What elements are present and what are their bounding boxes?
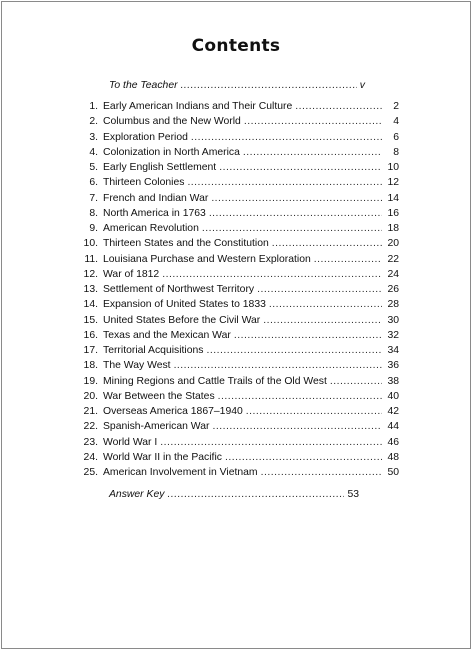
entry-label: Thirteen States and the Constitution [103, 238, 269, 250]
entry-page: 16 [387, 207, 399, 219]
entry-number: 25. [83, 467, 98, 478]
dot-leader [218, 390, 382, 404]
entry-page: 46 [387, 436, 399, 448]
dot-leader [244, 115, 382, 129]
entry-page: 40 [387, 390, 399, 402]
dot-leader [295, 100, 382, 114]
entry-number: 18. [83, 360, 98, 372]
entry-number: 13. [83, 284, 98, 295]
entry-page: 53 [347, 489, 359, 500]
entry-page: 14 [387, 192, 399, 204]
dot-leader [243, 146, 382, 160]
entry-number: 14. [83, 299, 98, 311]
toc-entry [83, 207, 399, 221]
entry-page: 24 [387, 268, 399, 280]
contents-page [1, 1, 471, 649]
entry-number: 19. [83, 375, 98, 387]
entry-page: 32 [387, 329, 399, 341]
toc-entry [83, 314, 399, 328]
toc-entry [83, 176, 399, 190]
toc-entry [83, 268, 399, 282]
dot-leader [167, 488, 344, 502]
entry-label: French and Indian War [103, 192, 209, 204]
dot-leader [181, 79, 357, 93]
entry-label: Answer Key [109, 489, 165, 500]
entry-label: Thirteen Colonies [103, 177, 185, 189]
toc-entry [83, 344, 399, 358]
entry-number: 11. [84, 253, 98, 265]
entry-label: North America in 1763 [103, 207, 206, 219]
toc-entry [83, 420, 399, 434]
entry-label: Columbus and the New World [103, 116, 241, 128]
entry-page: 44 [387, 421, 399, 433]
entry-number: 16. [83, 329, 98, 341]
entry-label: Territorial Acquisitions [103, 345, 204, 356]
toc-entry [83, 237, 399, 251]
entry-page: 36 [387, 360, 399, 372]
entry-page: 30 [387, 314, 399, 326]
toc-entry [83, 115, 399, 129]
entry-page: 12 [387, 177, 399, 189]
entry-label: Overseas America 1867–1940 [103, 406, 243, 417]
dot-leader [162, 268, 382, 282]
toc-entry [83, 283, 399, 297]
toc-entry [83, 436, 399, 450]
entry-label: The Way West [103, 360, 171, 372]
dot-leader [269, 298, 382, 312]
entry-page: 6 [393, 131, 399, 143]
toc-entry [83, 359, 399, 373]
entry-number: 21. [83, 406, 98, 417]
entry-number: 3. [89, 131, 98, 143]
toc-entry [83, 298, 399, 312]
entry-page: 50 [387, 467, 399, 478]
dot-leader [212, 420, 382, 434]
dot-leader [187, 176, 382, 190]
entry-page: 42 [387, 406, 399, 417]
toc-entry [83, 253, 399, 267]
toc-entry [83, 375, 399, 389]
entry-label: Exploration Period [103, 131, 188, 143]
entry-number: 22. [83, 421, 98, 433]
toc-entry [83, 405, 399, 419]
toc-entry [83, 131, 399, 145]
entry-number: 23. [83, 436, 98, 448]
dot-leader [246, 405, 382, 419]
dot-leader [160, 436, 382, 450]
entry-label: To the Teacher [109, 80, 178, 91]
entry-page: v [359, 80, 365, 91]
entry-label: American Revolution [103, 223, 199, 234]
dot-leader [263, 314, 382, 328]
dot-leader [209, 207, 382, 221]
toc-entry [83, 146, 399, 160]
entry-page: 28 [387, 299, 399, 311]
dot-leader [191, 131, 382, 145]
dot-leader [174, 359, 382, 373]
entry-label: Early American Indians and Their Culture [103, 101, 293, 112]
entry-page: 4 [393, 116, 399, 128]
entry-label: Colonization in North America [103, 146, 240, 158]
dot-leader [234, 329, 382, 343]
entry-label: United States Before the Civil War [103, 314, 261, 326]
entry-label: Early English Settlement [103, 162, 217, 173]
entry-page: 48 [387, 451, 399, 463]
entry-label: Mining Regions and Cattle Trails of the Old West [103, 375, 327, 387]
dot-leader [225, 451, 382, 465]
entry-number: 4. [89, 146, 98, 158]
dot-leader [314, 253, 382, 267]
dot-leader [202, 222, 382, 236]
entry-label: American Involvement in Vietnam [103, 467, 258, 478]
entry-page: 22 [387, 253, 399, 265]
dot-leader [211, 192, 382, 206]
entry-label: Louisiana Purchase and Western Exploration [103, 253, 311, 265]
entry-label: World War I [103, 436, 158, 448]
entry-number: 8. [89, 207, 98, 219]
dot-leader [330, 375, 382, 389]
entry-page: 26 [387, 284, 399, 295]
entry-page: 20 [387, 238, 399, 250]
entry-label: World War II in the Pacific [103, 451, 222, 463]
entry-number: 7. [89, 192, 98, 204]
entry-label: Expansion of United States to 1833 [103, 299, 266, 311]
entry-number: 12. [83, 268, 98, 280]
dot-leader [261, 466, 382, 480]
dot-leader [272, 237, 382, 251]
entry-label: War of 1812 [103, 268, 160, 280]
toc-entry [83, 222, 399, 236]
toc-entry [83, 466, 399, 480]
entry-number: 15. [83, 314, 98, 326]
entry-number: 24. [83, 451, 98, 463]
entry-label: Spanish-American War [103, 421, 210, 433]
entry-page: 34 [387, 345, 399, 356]
entry-number: 1. [89, 101, 98, 112]
toc-entry-to-the-teacher [109, 79, 365, 93]
entry-number: 9. [89, 223, 98, 234]
entry-number: 10. [83, 238, 98, 250]
entry-number: 2. [89, 116, 98, 128]
entry-label: Settlement of Northwest Territory [103, 284, 255, 295]
entry-page: 38 [387, 375, 399, 387]
entry-label: Texas and the Mexican War [103, 329, 231, 341]
toc-entry [83, 390, 399, 404]
toc-entry [83, 451, 399, 465]
page-title: Contents [191, 36, 281, 56]
entry-page: 10 [387, 162, 399, 173]
entry-number: 5. [89, 162, 98, 173]
entry-page: 8 [393, 146, 399, 158]
entry-page: 18 [387, 223, 399, 234]
toc-entry [83, 192, 399, 206]
toc-entry [83, 100, 399, 114]
dot-leader [206, 344, 382, 358]
entry-number: 6. [89, 177, 98, 189]
entry-page: 2 [393, 101, 399, 112]
dot-leader [219, 161, 382, 175]
toc-entry-answer-key [109, 488, 359, 502]
entry-number: 20. [83, 390, 98, 402]
toc-entry [83, 329, 399, 343]
dot-leader [257, 283, 382, 297]
entry-label: War Between the States [103, 390, 215, 402]
toc-entry [83, 161, 399, 175]
entry-number: 17. [83, 345, 98, 356]
